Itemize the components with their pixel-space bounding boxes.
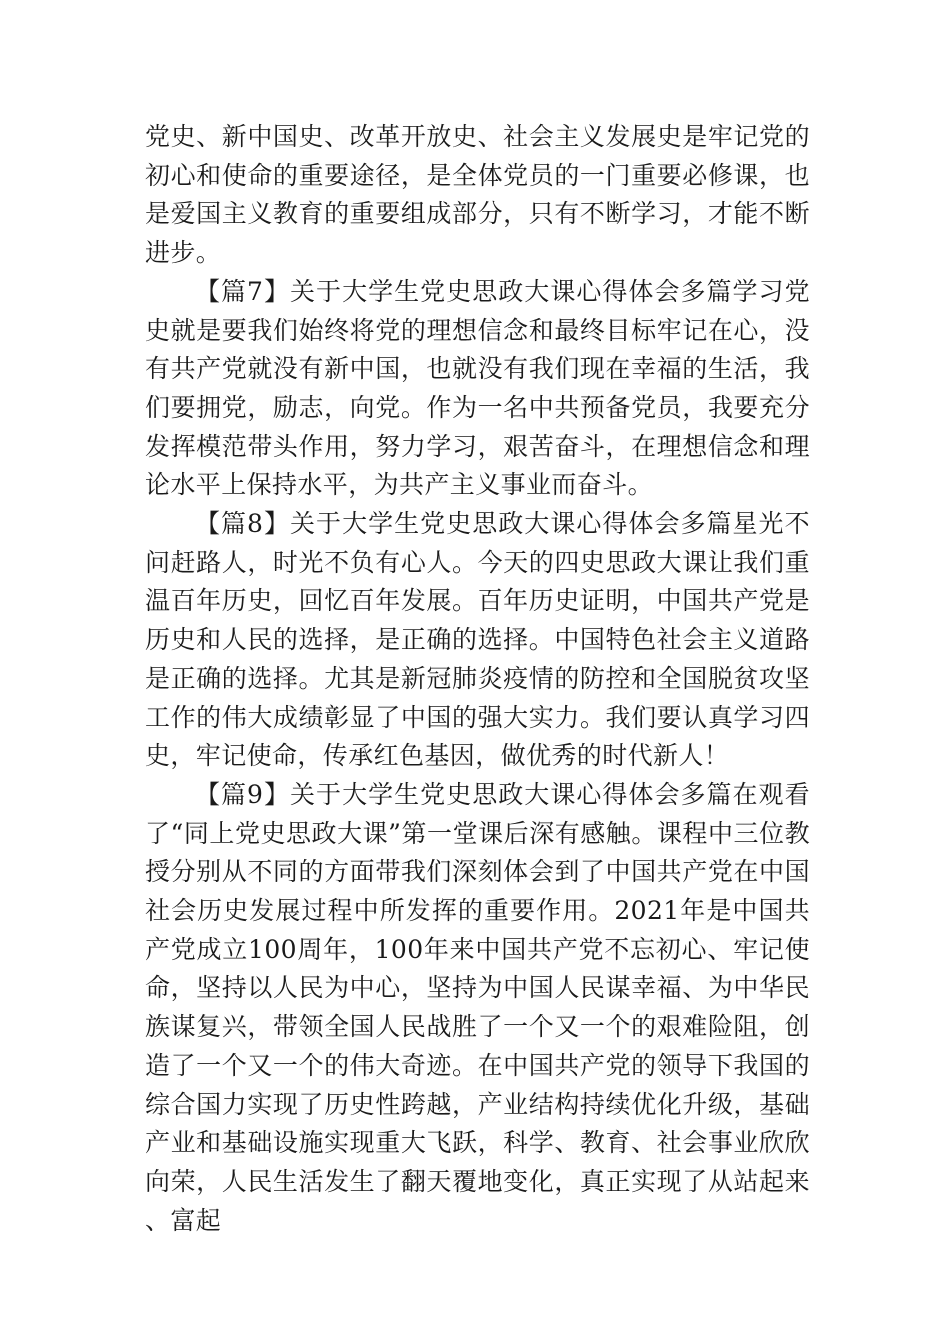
paragraph-article-8: 【篇8】关于大学生党史思政大课心得体会多篇星光不问赶路人，时光不负有心人。今天的四史思政大课让我们重温百年历史，回忆百年发展。百年历史证明，中国共产党是历史和人民的选择，是正确的选择。中国特色社会主义道路是正确的选择。尤其是新冠肺炎疫情的防控和全国脱贫攻坚工作的伟大成绩彰显了中国的强大实力。我们要认真学习四史，牢记使命，传承红色基因，做优秀的时代新人！	[145, 509, 810, 771]
document-body	[145, 118, 810, 1240]
paragraph-article-9: 【篇9】关于大学生党史思政大课心得体会多篇在观看了“同上党史思政大课”第一堂课后深有感触。课程中三位教授分别从不同的方面带我们深刻体会到了中国共产党在中国社会历史发展过程中所发挥的重要作用。2021年是中国共产党成立100周年，100年来中国共产党不忘初心、牢记使命，坚持以人民为中心，坚持为中国人民谋幸福、为中华民族谋复兴，带领全国人民战胜了一个又一个的艰难险阻，创造了一个又一个的伟大奇迹。在中国共产党的领导下我国的综合国力实现了历史性跨越，产业结构持续优化升级，基础产业和基础设施实现重大飞跃，科学、教育、社会事业欣欣向荣，人民生活发生了翻天覆地变化，真正实现了从站起来、富起	[145, 779, 810, 1235]
paragraph-article-7: 【篇7】关于大学生党史思政大课心得体会多篇学习党史就是要我们始终将党的理想信念和最终目标牢记在心，没有共产党就没有新中国，也就没有我们现在幸福的生活，我们要拥党，励志，向党。作为一名中共预备党员，我要充分发挥模范带头作用，努力学习，艰苦奋斗，在理想信念和理论水平上保持水平，为共产主义事业而奋斗。	[145, 276, 810, 500]
paragraph-intro-continuation: 党史、新中国史、改革开放史、社会主义发展史是牢记党的初心和使命的重要途径，是全体党员的一门重要必修课，也是爱国主义教育的重要组成部分，只有不断学习，才能不断进步。	[145, 122, 810, 268]
